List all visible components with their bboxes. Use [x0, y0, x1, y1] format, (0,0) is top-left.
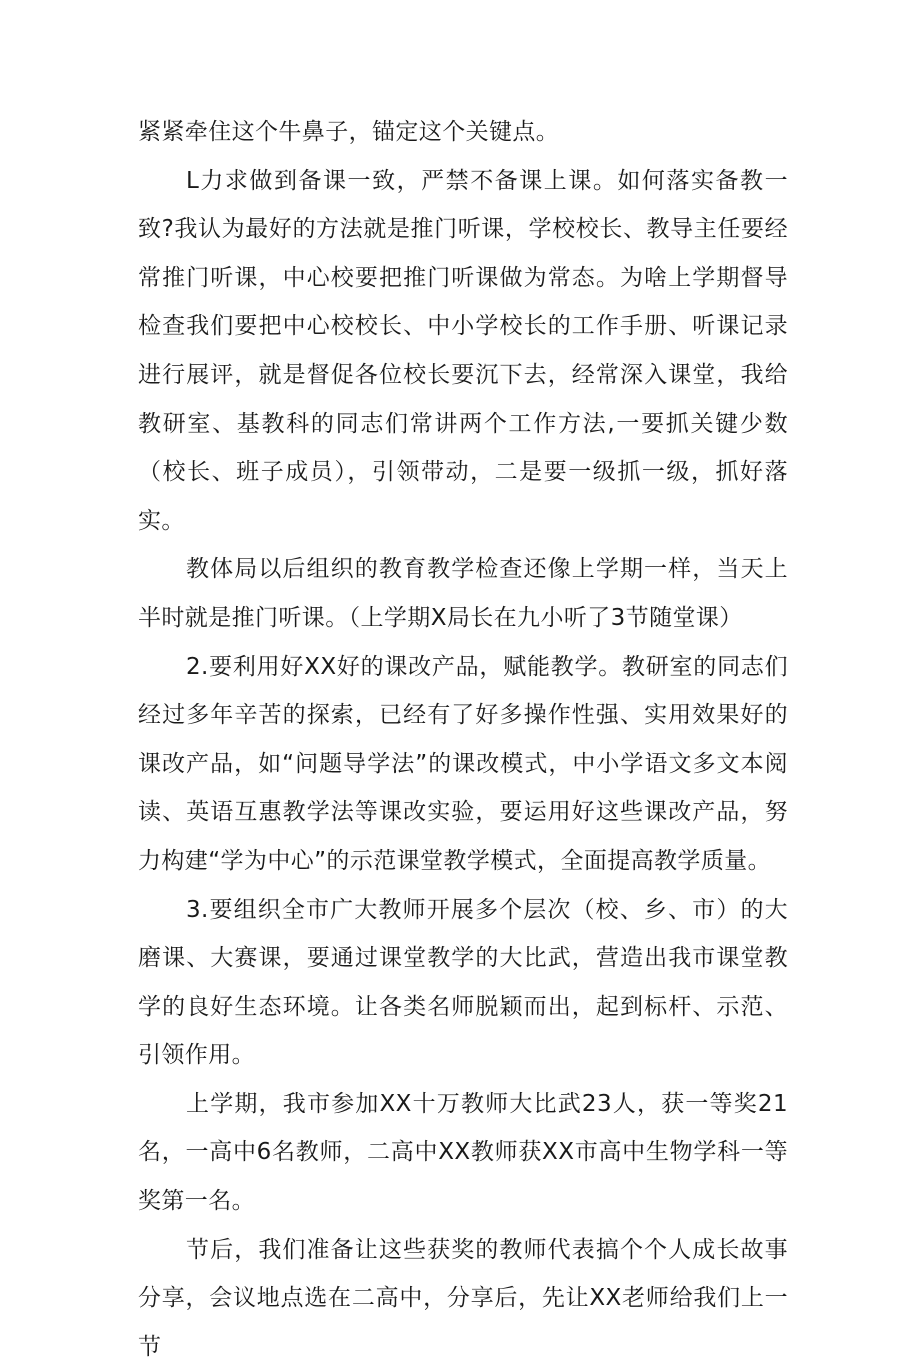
paragraph-3: 教体局以后组织的教育教学检查还像上学期一样，当天上半时就是推门听课。（上学期X局长在九小听了3节随堂课）: [138, 556, 788, 631]
paragraph-2: L力求做到备课一致，严禁不备课上课。如何落实备教一致?我认为最好的方法就是推门听课，学校校长、教导主任要经常推门听课，中心校要把推门听课做为常态。为啥上学期督导检查我们要把中心校校长、中小学校长的工作手册、听课记录进行展评，就是督促各位校长要沉下去，经常深入课堂，我给教研室、基教科的同志们常讲两个工作方法,一要抓关键少数（校长、班子成员），引领带动，二是要一级抓一级，抓好落实。: [138, 167, 788, 534]
document-body: [138, 108, 788, 1371]
paragraph-5: 3.要组织全市广大教师开展多个层次（校、乡、市）的大磨课、大赛课，要通过课堂教学的大比武，营造出我市课堂教学的良好生态环境。让各类名师脱颖而出，起到标杆、示范、引领作用。: [138, 896, 788, 1069]
paragraph-6: 上学期，我市参加XX十万教师大比武23人，获一等奖21名，一高中6名教师，二高中XX教师获XX市高中生物学科一等奖第一名。: [138, 1090, 788, 1215]
paragraph-7: 节后，我们准备让这些获奖的教师代表搞个个人成长故事分享，会议地点选在二高中，分享后，先让XX老师给我们上一节: [138, 1236, 788, 1360]
paragraph-1: 紧紧牵住这个牛鼻子，锚定这个关键点。: [138, 119, 560, 145]
paragraph-4: 2.要利用好XX好的课改产品，赋能教学。教研室的同志们经过多年辛苦的探索，已经有了好多操作性强、实用效果好的课改产品，如“问题导学法”的课改模式，中小学语文多文本阅读、英语互惠教学法等课改实验，要运用好这些课改产品，努力构建“学为中心”的示范课堂教学模式，全面提高教学质量。: [138, 653, 788, 874]
